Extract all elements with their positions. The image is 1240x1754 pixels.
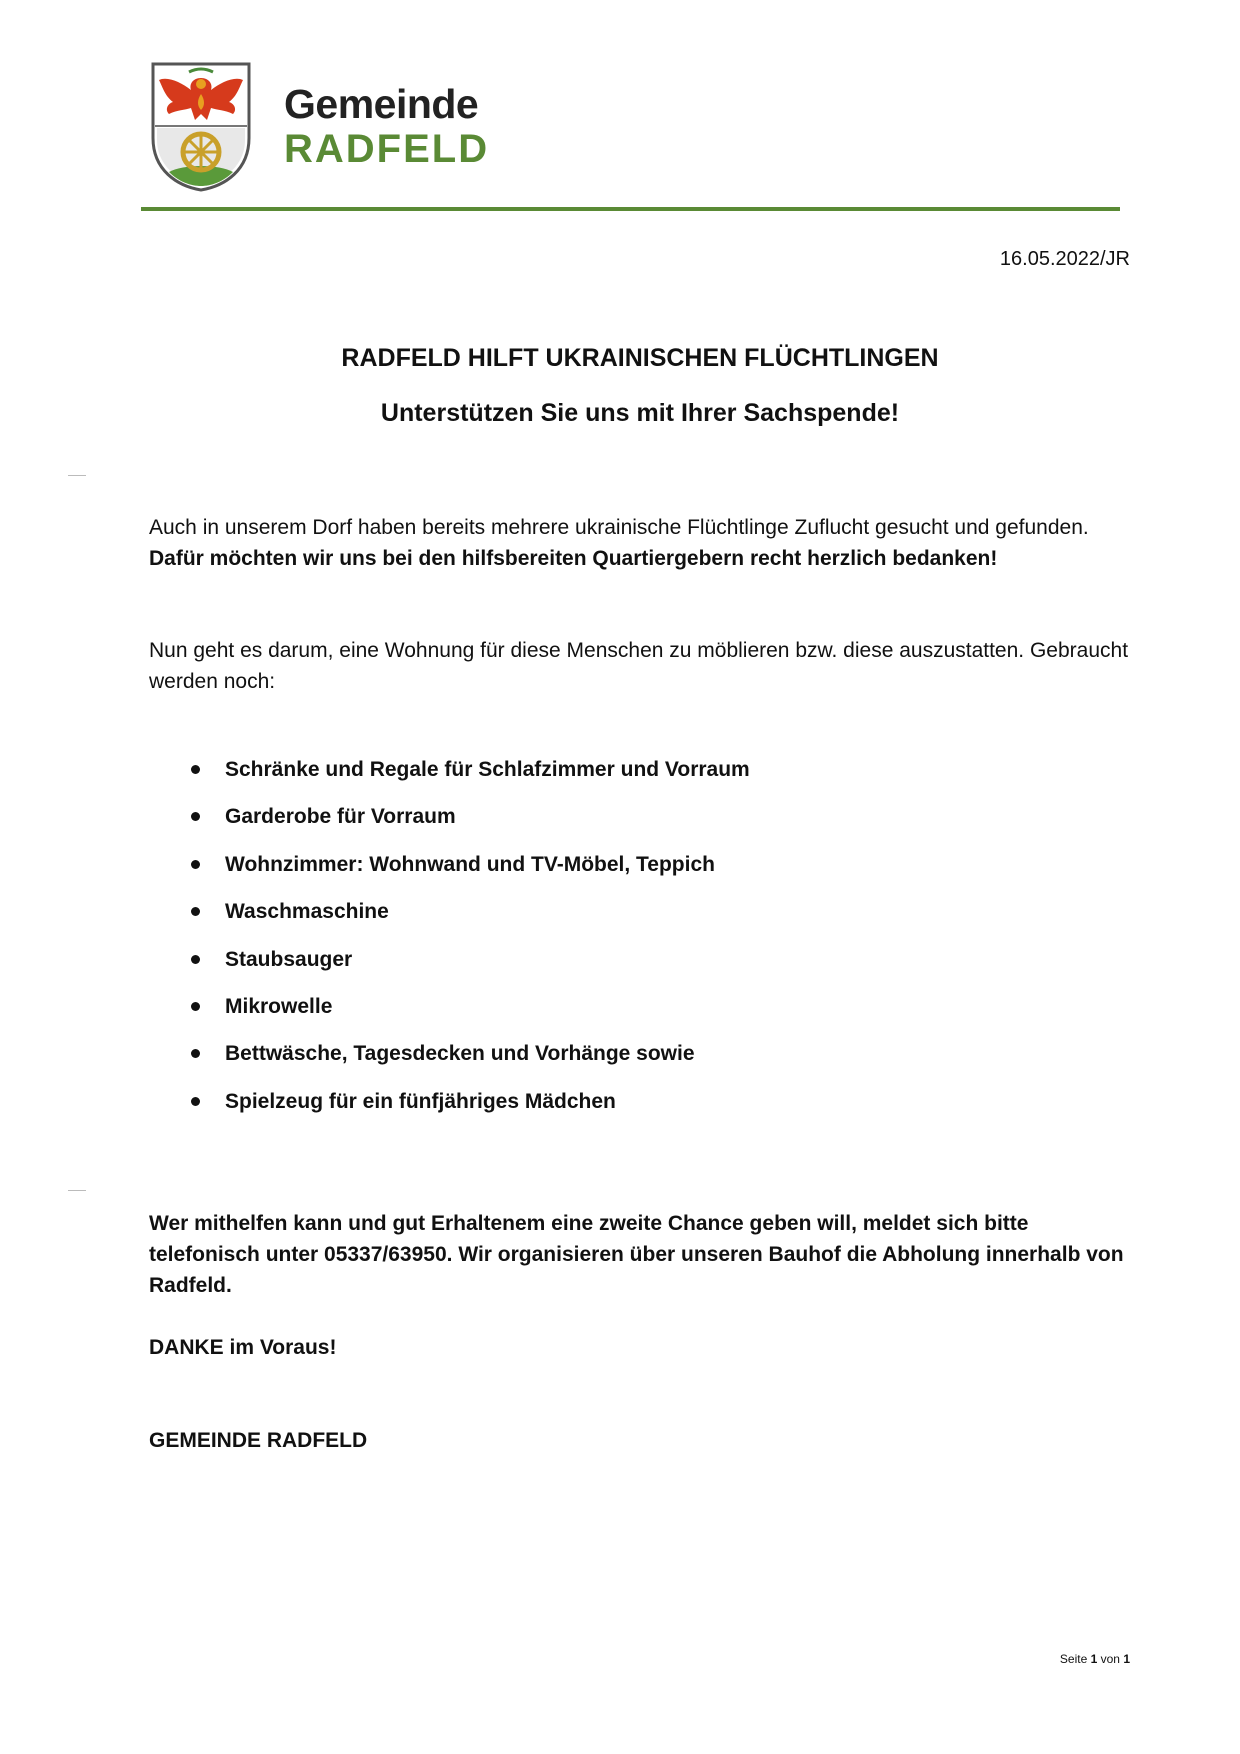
coat-of-arms-icon xyxy=(149,60,253,192)
thanks-line: DANKE im Voraus! xyxy=(149,1336,337,1359)
list-item-label: Garderobe für Vorraum xyxy=(225,805,456,829)
logo-line-gemeinde: Gemeinde xyxy=(284,81,479,127)
intro-thanks: Dafür möchten wir uns bei den hilfsbereiten Quartiergebern recht herzlich bedanken! xyxy=(149,547,998,570)
list-item xyxy=(149,896,750,943)
margin-mark xyxy=(68,1190,86,1191)
document-subtitle: Unterstützen Sie uns mit Ihrer Sachspende! xyxy=(380,399,900,427)
logo-line-radfeld: RADFELD xyxy=(284,127,490,171)
contact-paragraph: Wer mithelfen kann und gut Erhaltenem eine zweite Chance geben will, meldet sich bitte telefonisch unter 05337/63950. Wir organisieren über unseren Bauhof die Abholung innerhalb von Radfeld. xyxy=(149,1212,1124,1297)
signature: GEMEINDE RADFELD xyxy=(149,1429,368,1452)
list-item-label: Bettwäsche, Tagesdecken und Vorhänge sowie xyxy=(225,1042,695,1066)
donation-list xyxy=(149,754,750,1133)
needs-paragraph: Nun geht es darum, eine Wohnung für diese Menschen zu möblieren bzw. diese auszustatten. Gebraucht werden noch: xyxy=(149,639,1129,693)
list-item-label: Staubsauger xyxy=(225,947,353,971)
intro-paragraph xyxy=(149,512,1129,574)
list-item-label: Mikrowelle xyxy=(225,994,333,1018)
header-divider xyxy=(141,207,1120,211)
bullet-icon xyxy=(191,860,200,869)
list-item xyxy=(149,944,750,991)
list-item xyxy=(149,849,750,896)
list-item xyxy=(149,801,750,848)
list-item xyxy=(149,991,750,1038)
margin-mark xyxy=(68,475,86,476)
page-number: Seite 1 von 1 xyxy=(1059,1652,1130,1666)
bullet-icon xyxy=(191,1002,200,1011)
list-item xyxy=(149,1038,750,1085)
list-item-label: Spielzeug für ein fünfjähriges Mädchen xyxy=(225,1089,616,1113)
bullet-icon xyxy=(191,1097,200,1106)
list-item-label: Schränke und Regale für Schlafzimmer und Vorraum xyxy=(225,758,750,781)
intro-text: Auch in unserem Dorf haben bereits mehrere ukrainische Flüchtlinge Zuflucht gesucht und gefunden. xyxy=(149,516,1089,539)
bullet-icon xyxy=(191,1049,200,1058)
list-item xyxy=(149,1086,750,1133)
bullet-icon xyxy=(191,907,200,916)
bullet-icon xyxy=(191,955,200,964)
bullet-icon xyxy=(191,765,200,774)
list-item-label: Waschmaschine xyxy=(225,900,389,924)
bullet-icon xyxy=(191,812,200,821)
document-title: RADFELD HILFT UKRAINISCHEN FLÜCHTLINGEN xyxy=(341,344,939,372)
document-date: 16.05.2022/JR xyxy=(999,248,1130,270)
list-item xyxy=(149,754,750,801)
municipality-logo xyxy=(284,81,490,171)
list-item-label: Wohnzimmer: Wohnwand und TV-Möbel, Teppich xyxy=(225,852,715,876)
